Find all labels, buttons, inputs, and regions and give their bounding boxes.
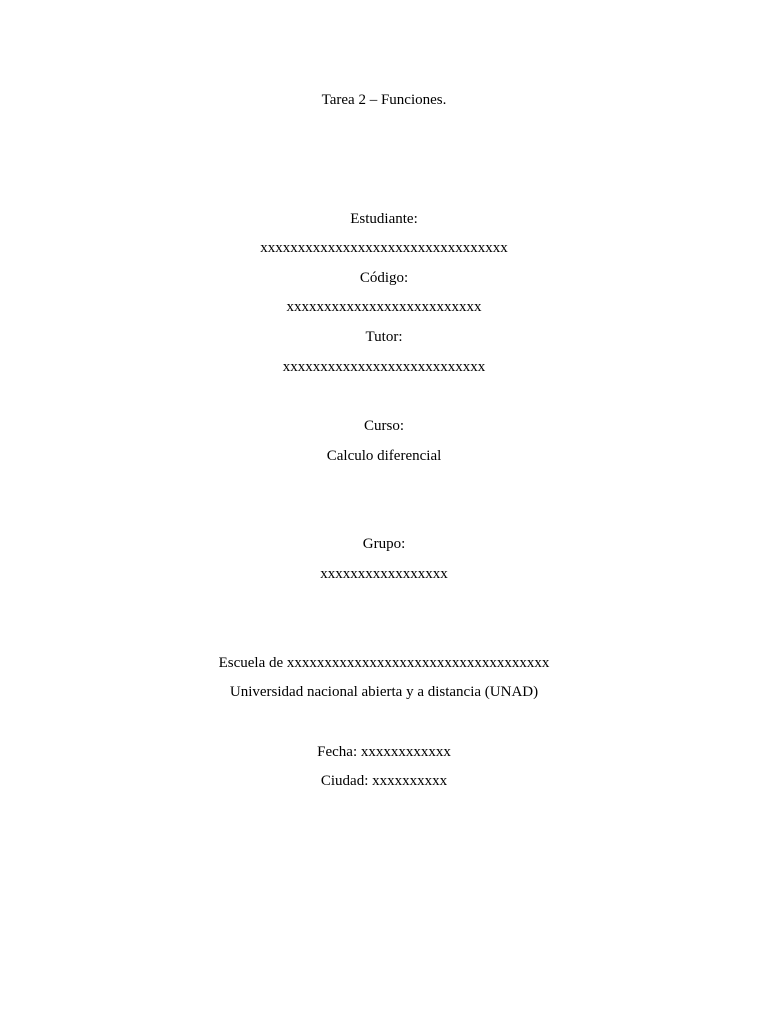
- group-value: xxxxxxxxxxxxxxxxx: [320, 566, 448, 582]
- date-line: Fecha: xxxxxxxxxxxx: [317, 744, 451, 760]
- tutor-value: xxxxxxxxxxxxxxxxxxxxxxxxxxx: [282, 359, 486, 375]
- school-line: Escuela de xxxxxxxxxxxxxxxxxxxxxxxxxxxxxxxxxxx: [218, 655, 550, 671]
- group-label: Grupo:: [362, 536, 406, 552]
- student-label: Estudiante:: [350, 211, 418, 227]
- course-label: Curso:: [363, 418, 404, 434]
- university-line: Universidad nacional abierta y a distancia (UNAD): [229, 684, 539, 700]
- document-title: Tarea 2 – Funciones.: [321, 92, 447, 108]
- code-label: Código:: [359, 270, 409, 286]
- city-line: Ciudad: xxxxxxxxxx: [320, 773, 448, 789]
- student-value: xxxxxxxxxxxxxxxxxxxxxxxxxxxxxxxxx: [260, 240, 508, 256]
- code-value: xxxxxxxxxxxxxxxxxxxxxxxxxx: [286, 299, 482, 315]
- tutor-label: Tutor:: [365, 329, 403, 345]
- course-value: Calculo diferencial: [326, 448, 442, 464]
